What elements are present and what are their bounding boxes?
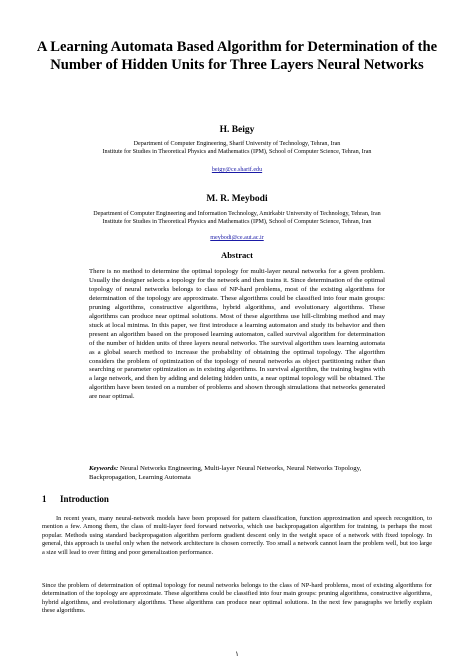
author-2-email-link[interactable]: meybodi@ce.aut.ac.ir (210, 235, 264, 241)
author-2-name: M. R. Meybodi (206, 194, 268, 204)
section-heading (42, 494, 109, 504)
section-title: Introduction (60, 494, 109, 504)
author-1-name: H. Beigy (219, 125, 255, 135)
author-1-affiliation-2: Institute for Studies in Theoretical Physics and Mathematics (IPM), School of Computer Science, Tehran, Iran (102, 149, 372, 155)
keywords (89, 465, 385, 483)
keywords-label: Keywords: (89, 465, 119, 472)
paper-title: A Learning Automata Based Algorithm for Determination of the Number of Hidden Units for Three Layers Neural Networks (36, 39, 438, 73)
author-2-affiliation-1: Department of Computer Engineering and Information Technology, Amirkabir University of Technology, Tehran, Iran (93, 211, 381, 217)
author-1-email-link[interactable]: beigy@ce.sharif.edu (211, 167, 263, 173)
section-number: 1 (42, 494, 47, 504)
paragraph-2: Since the problem of determination of optimal topology for neural networks belongs to the class of NP-hard problems, most of existing algorithms for determination of the topology are approximate. These algorithms could be classified into four main groups: pruning algorithms, constructive algorithms, hybrid algorithms, and evolutionary algorithms. These algorithms can produce near optimal solutions. In the next few paragraphs we briefly explain these algorithms. (42, 582, 432, 615)
abstract-heading: Abstract (221, 250, 253, 260)
page-number: ١ (235, 650, 239, 658)
keywords-text: Neural Networks Engineering, Multi-layer Neural Networks, Neural Networks Topology, Backpropagation, Learning Automata (89, 465, 362, 481)
paragraph-1: In recent years, many neural-network models have been proposed for pattern classification, function approximation and speech recognition, to mention a few. Among them, the class of multi-layer feed forward networks, which use backpropagation algorithm for training, is perhaps the most popular. Methods using standard backpropagation algorithm perform gradient descent only in the weight space of a network with fixed topology. In general, this approach is useful only when the network architecture is chosen correctly. Too small a network cannot learn the problem well, but too large a size will lead to over fitting and poor generalization performance. (42, 515, 432, 556)
author-1-affiliation-1: Department of Computer Engineering, Sharif University of Technology, Tehran, Iran (133, 141, 341, 147)
author-2-affiliation-2: Institute for Studies in Theoretical Physics and Mathematics (IPM), School of Computer Science, Tehran, Iran (102, 219, 372, 225)
abstract-text: There is no method to determine the optimal topology for multi-layer neural networks for a given problem. Usually the designer selects a topology for the network and then trains it. Since determination of the optimal topology of neural networks belongs to class of NP-hard problems, most of the existing algorithms for determination of the topology are approximate. These algorithms could be classified into four main groups: pruning algorithms, constructive algorithms, hybrid algorithms, and evolutionary algorithms. These algorithms can produce near optimal solutions. Most of these algorithms use hill-climbing method and may stuck at local minima. In this paper, we first introduce a learning automaton and study its behavior and then present an algorithm based on the proposed learning automaton, called survival algorithm for determination of the number of hidden units of three layers neural networks. The survival algorithm uses learning automata as a global search method to increase the probability of obtaining the optimal topology. The algorithm considers the problem of optimization of the topology of neural networks as object partitioning rather than searching or parameter optimization as in existing algorithms. In survival algorithm, the training begins with a large network, and then by adding and deleting hidden units, a near optimal topology will be obtained. The algorithm have been tested on a number of problems and shown through simulations that networks generated are near optimal. (89, 268, 385, 401)
